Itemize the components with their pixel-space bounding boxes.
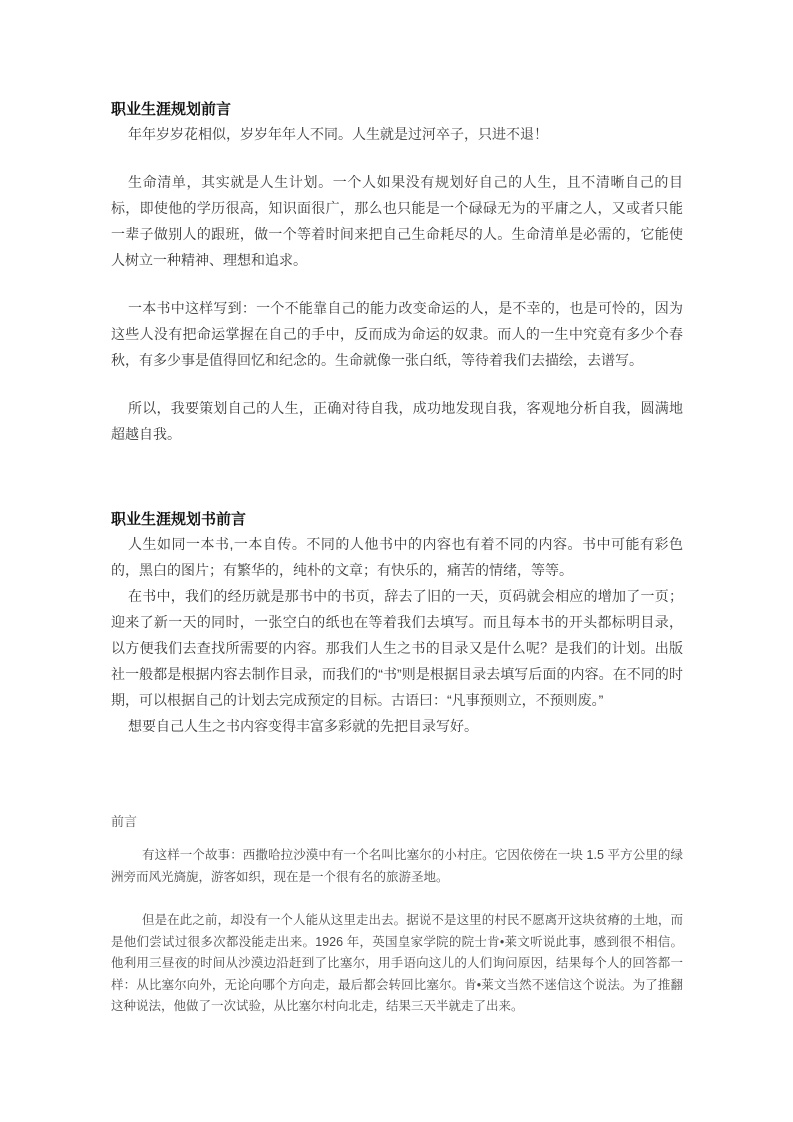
paragraph: 在书中，我们的经历就是那书中的书页，辞去了旧的一天，页码就会相应的增加了一页；迎来了新一天的同时，一张空白的纸也在等着我们去填写。而且每本书的开头都标明目录，以方便我们去查找所需要的内容。那我们人生之书的目录又是什么呢？是我们的计划。出版社一般都是根据内容去制作目录，而我们的“书”则是根据目录去填写后面的内容。在不同的时期，可以根据自己的计划去完成预定的目标。古语曰：“凡事预则立，不预则废。”: [111, 588, 683, 708]
paragraph: 但是在此之前，却没有一个人能从这里走出去。据说不是这里的村民不愿离开这块贫瘠的土地，而是他们尝试过很多次都没能走出来。1926 年，英国皇家学院的院士肯•莱文听说此事，感到很不相信。他利用三昼夜的时间从沙漠边沿赶到了比塞尔，用手语向这儿的人们询问原因，结果每个人的回答都一样：从比塞尔向外，无论向哪个方向走，最后都会转回比塞尔。肯•莱文当然不迷信这个说法。为了推翻这种说法，他做了一次试验，从比塞尔村向北走，结果三天半就走了出来。: [111, 913, 683, 1013]
section-career-planning-preface: [111, 99, 683, 447]
section-heading-career-planning-preface: 职业生涯规划前言: [111, 101, 232, 118]
section-heading-preface: 前言: [111, 814, 138, 829]
section-career-planning-book-preface: [111, 509, 683, 739]
paragraph: 想要自己人生之书内容变得丰富多彩就的先把目录写好。: [128, 718, 478, 734]
section-heading-career-planning-book-preface: 职业生涯规划书前言: [111, 511, 247, 528]
section-preface-story: [111, 812, 683, 1018]
paragraph: 年年岁岁花相似，岁岁年年人不同。人生就是过河卒子，只进不退！: [128, 126, 548, 142]
paragraph: 人生如同一本书,一本自传。不同的人他书中的内容也有着不同的内容。书中可能有彩色的，黑白的图片；有繁华的，纯朴的文章；有快乐的，痛苦的情绪，等等。: [111, 536, 683, 578]
paragraph: 有这样一个故事：西撒哈拉沙漠中有一个名叫比塞尔的小村庄。它因依傍在一块 1.5 平方公里的绿洲旁而风光旖旎，游客如织，现在是一个很有名的旅游圣地。: [111, 848, 683, 884]
paragraph: 所以，我要策划自己的人生，正确对待自我，成功地发现自我，客观地分析自我，圆满地超越自我。: [111, 400, 683, 442]
paragraph: 生命清单，其实就是人生计划。一个人如果没有规划好自己的人生，且不清晰自己的目标，即使他的学历很高，知识面很广，那么也只能是一个碌碌无为的平庸之人，又或者只能一辈子做别人的跟班，做一个等着时间来把自己生命耗尽的人。生命清单是必需的，它能使人树立一种精神、理想和追求。: [111, 174, 683, 268]
paragraph: 一本书中这样写到：一个不能靠自己的能力改变命运的人，是不幸的，也是可怜的，因为这些人没有把命运掌握在自己的手中，反而成为命运的奴隶。而人的一生中究竟有多少个春秋，有多少事是值得回忆和纪念的。生命就像一张白纸，等待着我们去描绘，去谱写。: [111, 300, 683, 368]
